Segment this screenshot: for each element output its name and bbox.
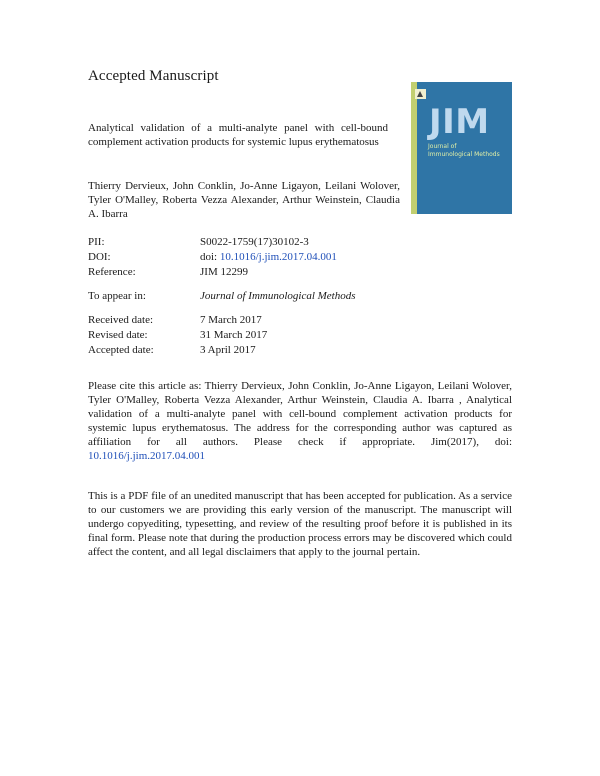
publisher-logo-icon [415,89,426,99]
page-heading: Accepted Manuscript [88,68,219,84]
cover-stripe [411,82,417,214]
doi-prefix: doi: [200,251,218,263]
meta-value [200,251,337,263]
doi-link[interactable]: 10.1016/j.jim.2017.04.001 [219,251,337,263]
meta-value: JIM 12299 [200,266,248,278]
citation-doi-link[interactable]: 10.1016/j.jim.2017.04.001 [88,450,206,462]
cover-journal-line1: Journal of [428,143,457,150]
manuscript-note: This is a PDF file of an unedited manuscript that has been accepted for publication. As a service to our customers we are providing this early version of the manuscript. The manuscript will undergo copyediting, typesetting, and review of the resulting proof before it is published in its final form. Please note that during the production process errors may be discovered which could affect the content, and all legal disclaimers that apply to the journal pertain. [88,490,512,558]
meta-label: Reference: [88,266,136,278]
meta-label: Accepted date: [88,344,154,356]
meta-value: 3 April 2017 [200,344,256,356]
citation-block [88,379,512,463]
meta-label: Received date: [88,314,154,326]
meta-value: Journal of Immunological Methods [200,290,356,302]
citation-text: Please cite this article as: Thierry Dervieux, John Conklin, Jo-Anne Ligayon, Leilani Wolover, Tyler O'Malley, Roberta Vezza Alexander, Arthur Weinstein, Claudia A. Ibarra , Analytical validation of a multi-analyte panel with cell-bound complement activation products for systemic lupus erythematosus. The address for the corresponding author was captured as affiliation for all authors. Please check if appropriate. Jim(2017), doi: [88,380,512,448]
meta-label: To appear in: [88,290,146,302]
cover-journal-name [428,143,508,159]
journal-cover [411,82,512,214]
meta-label: Revised date: [88,329,148,341]
meta-value: 31 March 2017 [200,329,268,341]
meta-value: S0022-1759(17)30102-3 [200,236,309,248]
article-title: Analytical validation of a multi-analyte panel with cell-bound complement activation products for systemic lupus erythematosus [88,122,388,148]
cover-journal-line2: Immunological Methods [428,151,500,158]
cover-abbrev: JIM [429,102,490,142]
meta-label: DOI: [88,251,111,263]
meta-label: PII: [88,236,105,248]
author-list: Thierry Dervieux, John Conklin, Jo-Anne Ligayon, Leilani Wolover, Tyler O'Malley, Roberta Vezza Alexander, Arthur Weinstein, Claudia A. Ibarra [88,180,400,220]
meta-value: 7 March 2017 [200,314,262,326]
